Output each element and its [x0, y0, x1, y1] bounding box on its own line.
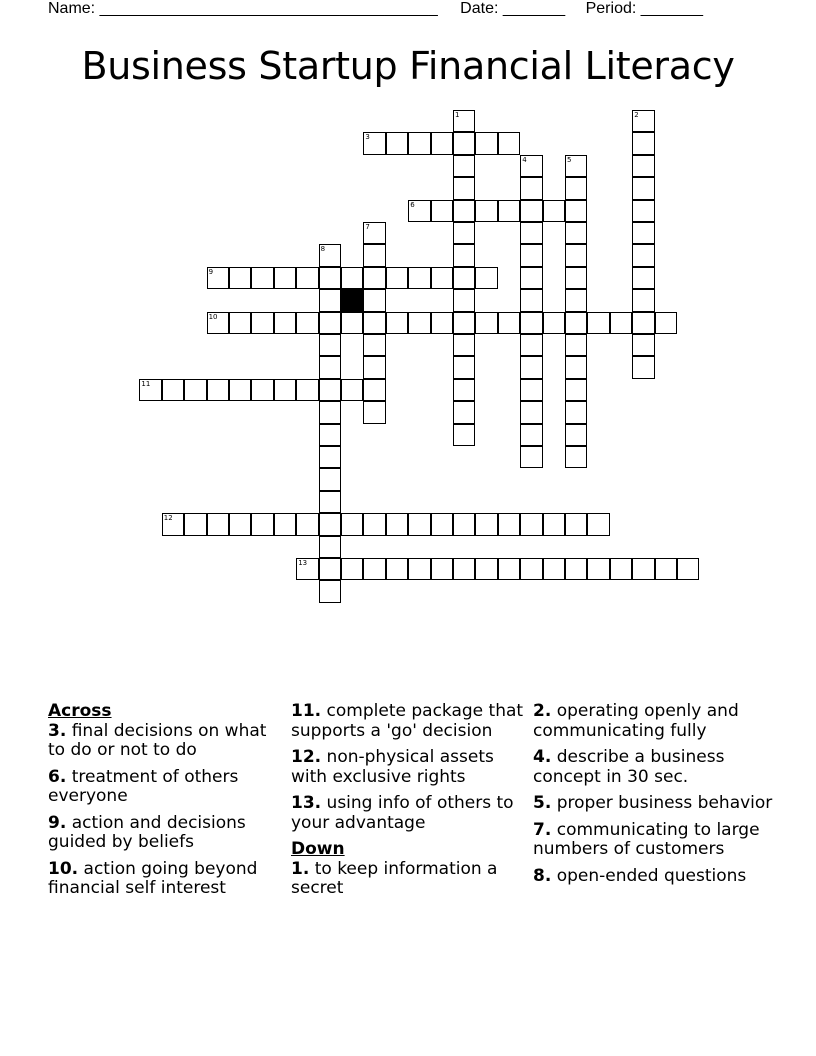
grid-cell[interactable]	[229, 267, 251, 289]
grid-cell[interactable]	[431, 200, 453, 222]
grid-cell[interactable]	[363, 334, 385, 356]
grid-cell[interactable]	[319, 289, 341, 311]
grid-cell[interactable]	[520, 334, 542, 356]
grid-cell[interactable]	[453, 424, 475, 446]
grid-cell[interactable]	[543, 200, 565, 222]
grid-cell[interactable]	[520, 558, 542, 580]
grid-cell[interactable]	[408, 267, 430, 289]
grid-cell[interactable]	[386, 267, 408, 289]
grid-cell[interactable]	[520, 177, 542, 199]
grid-cell[interactable]	[520, 289, 542, 311]
grid-cell[interactable]	[632, 222, 654, 244]
grid-cell[interactable]	[498, 132, 520, 154]
clue-column-3	[533, 702, 773, 893]
clue-across-12: 12. non-physical assets with exclusive rights	[291, 747, 494, 787]
page-title: Business Startup Financial Literacy	[81, 44, 735, 88]
grid-cell[interactable]	[319, 580, 341, 602]
grid-cell[interactable]	[319, 491, 341, 513]
grid-cell[interactable]	[139, 379, 161, 401]
grid-cell[interactable]	[363, 267, 385, 289]
grid-cell[interactable]	[677, 558, 699, 580]
grid-cell[interactable]	[587, 558, 609, 580]
grid-cell[interactable]	[498, 200, 520, 222]
grid-cell[interactable]	[408, 200, 430, 222]
clue-down-8: 8. open-ended questions	[533, 865, 747, 886]
grid-cell[interactable]	[565, 513, 587, 535]
grid-cell[interactable]	[565, 558, 587, 580]
grid-cell[interactable]	[543, 558, 565, 580]
grid-cell[interactable]	[408, 513, 430, 535]
grid-cell[interactable]	[655, 312, 677, 334]
grid-cell[interactable]	[475, 558, 497, 580]
grid-cell[interactable]	[632, 110, 654, 132]
grid-cell[interactable]	[386, 312, 408, 334]
grid-cell[interactable]	[341, 267, 363, 289]
clue-across-6: 6. treatment of others everyone	[48, 766, 239, 806]
grid-cell[interactable]	[319, 312, 341, 334]
grid-cell[interactable]	[610, 312, 632, 334]
clue-across-9: 9. action and decisions guided by beliefs	[48, 812, 246, 852]
grid-cell[interactable]	[363, 513, 385, 535]
grid-cell[interactable]	[543, 312, 565, 334]
grid-cell[interactable]	[319, 334, 341, 356]
grid-cell[interactable]	[565, 177, 587, 199]
grid-cell[interactable]	[453, 200, 475, 222]
grid-cell[interactable]	[520, 222, 542, 244]
grid-cell[interactable]	[520, 379, 542, 401]
grid-cell[interactable]	[319, 379, 341, 401]
grid-cell[interactable]	[296, 379, 318, 401]
grid-cell[interactable]	[565, 289, 587, 311]
grid-cell[interactable]	[229, 379, 251, 401]
clue-number: 1	[455, 111, 460, 119]
grid-cell[interactable]	[475, 312, 497, 334]
grid-cell[interactable]	[251, 379, 273, 401]
grid-cell[interactable]	[162, 513, 184, 535]
grid-cell[interactable]	[453, 132, 475, 154]
clue-number: 12	[163, 514, 173, 523]
grid-cell[interactable]	[565, 200, 587, 222]
period-field[interactable]: Period: _______	[585, 0, 704, 17]
grid-cell[interactable]	[162, 379, 184, 401]
grid-cell[interactable]	[655, 558, 677, 580]
grid-cell[interactable]	[520, 446, 542, 468]
grid-cell[interactable]	[632, 356, 654, 378]
clue-column-1	[48, 702, 288, 906]
grid-cell[interactable]	[408, 558, 430, 580]
grid-cell[interactable]	[207, 267, 229, 289]
grid-cell[interactable]	[453, 267, 475, 289]
grid-cell[interactable]	[453, 110, 475, 132]
grid-cell[interactable]	[543, 513, 565, 535]
grid-cell[interactable]	[520, 244, 542, 266]
grid-cell[interactable]	[498, 558, 520, 580]
grid-cell[interactable]	[319, 536, 341, 558]
grid-cell[interactable]	[319, 267, 341, 289]
grid-cell[interactable]	[207, 312, 229, 334]
grid-cell[interactable]	[632, 132, 654, 154]
grid-cell[interactable]	[341, 379, 363, 401]
grid-cell[interactable]	[431, 312, 453, 334]
grid-cell[interactable]	[386, 558, 408, 580]
grid-cell[interactable]	[251, 312, 273, 334]
clue-across-3: 3. final decisions on what to do or not to do	[48, 720, 267, 760]
grid-cell[interactable]	[251, 513, 273, 535]
grid-cell[interactable]	[565, 244, 587, 266]
grid-cell[interactable]	[386, 132, 408, 154]
clue-number: 6	[410, 200, 415, 209]
grid-cell[interactable]	[520, 356, 542, 378]
grid-cell[interactable]	[453, 558, 475, 580]
grid-cell[interactable]	[453, 312, 475, 334]
grid-cell[interactable]	[453, 379, 475, 401]
clue-down-4: 4. describe a business concept in 30 sec.	[533, 747, 725, 787]
grid-cell[interactable]	[632, 155, 654, 177]
grid-cell[interactable]	[565, 155, 587, 177]
grid-cell[interactable]	[341, 513, 363, 535]
grid-cell[interactable]	[475, 267, 497, 289]
grid-cell[interactable]	[319, 513, 341, 535]
grid-cell[interactable]	[184, 379, 206, 401]
grid-cell[interactable]	[408, 132, 430, 154]
clue-number: 11	[141, 379, 151, 388]
grid-cell[interactable]	[296, 312, 318, 334]
grid-cell[interactable]	[431, 267, 453, 289]
grid-cell[interactable]	[520, 513, 542, 535]
grid-cell[interactable]	[453, 401, 475, 423]
grid-cell[interactable]	[587, 312, 609, 334]
grid-cell[interactable]	[207, 513, 229, 535]
grid-cell[interactable]	[363, 401, 385, 423]
clue-across-10: 10. action going beyond financial self interest	[48, 858, 258, 898]
clue-number: 5	[567, 155, 572, 164]
grid-cell[interactable]	[229, 312, 251, 334]
grid-cell[interactable]	[363, 289, 385, 311]
grid-cell[interactable]	[453, 177, 475, 199]
clue-number: 10	[208, 312, 218, 321]
grid-cell[interactable]	[431, 513, 453, 535]
grid-cell[interactable]	[363, 222, 385, 244]
grid-cell[interactable]	[632, 334, 654, 356]
grid-cell[interactable]	[632, 267, 654, 289]
clue-down-1: 1. to keep information a secret	[291, 858, 498, 898]
clue-number: 9	[208, 267, 214, 276]
grid-cell[interactable]	[565, 356, 587, 378]
grid-cell[interactable]	[565, 401, 587, 423]
grid-cell[interactable]	[184, 513, 206, 535]
grid-cell[interactable]	[363, 132, 385, 154]
clue-down-7: 7. communicating to large numbers of customers	[533, 819, 760, 859]
down-heading: Down	[291, 839, 345, 859]
grid-cell[interactable]	[319, 468, 341, 490]
grid-cell[interactable]	[363, 356, 385, 378]
clue-column-2	[291, 702, 531, 906]
grid-cell[interactable]	[565, 424, 587, 446]
grid-cell[interactable]	[296, 558, 318, 580]
grid-cell[interactable]	[632, 312, 654, 334]
grid-cell[interactable]	[453, 334, 475, 356]
grid-cell[interactable]	[632, 289, 654, 311]
grid-cell[interactable]	[431, 132, 453, 154]
clue-number: 7	[365, 223, 370, 231]
grid-cell[interactable]	[319, 446, 341, 468]
grid-cell[interactable]	[274, 312, 296, 334]
grid-cell[interactable]	[475, 200, 497, 222]
clue-number: 13	[298, 559, 308, 567]
grid-cell[interactable]	[453, 513, 475, 535]
grid-cell[interactable]	[632, 177, 654, 199]
black-square	[341, 289, 363, 311]
clue-down-5: 5. proper business behavior	[533, 793, 773, 813]
grid-cell[interactable]	[520, 155, 542, 177]
grid-cell[interactable]	[453, 289, 475, 311]
name-field[interactable]: Name: ______________________________________	[48, 0, 438, 17]
clue-number: 4	[522, 155, 527, 164]
grid-cell[interactable]	[341, 312, 363, 334]
grid-cell[interactable]	[453, 356, 475, 378]
grid-cell[interactable]	[475, 132, 497, 154]
grid-cell[interactable]	[453, 155, 475, 177]
grid-cell[interactable]	[363, 379, 385, 401]
grid-cell[interactable]	[520, 424, 542, 446]
grid-cell[interactable]	[408, 312, 430, 334]
grid-cell[interactable]	[453, 222, 475, 244]
grid-cell[interactable]	[453, 244, 475, 266]
grid-cell[interactable]	[431, 558, 453, 580]
grid-cell[interactable]	[274, 379, 296, 401]
grid-cell[interactable]	[229, 513, 251, 535]
grid-cell[interactable]	[341, 558, 363, 580]
grid-cell[interactable]	[520, 401, 542, 423]
grid-cell[interactable]	[498, 312, 520, 334]
clue-across-13: 13. using info of others to your advantage	[291, 793, 514, 833]
grid-cell[interactable]	[319, 424, 341, 446]
grid-cell[interactable]	[520, 267, 542, 289]
clue-across-11: 11. complete package that supports a 'go' decision	[291, 701, 524, 741]
grid-cell[interactable]	[319, 401, 341, 423]
grid-cell[interactable]	[565, 312, 587, 334]
grid-cell[interactable]	[296, 513, 318, 535]
clue-number: 8	[320, 245, 326, 254]
clue-number: 2	[634, 111, 639, 119]
grid-cell[interactable]	[363, 244, 385, 266]
grid-cell[interactable]	[520, 312, 542, 334]
grid-cell[interactable]	[386, 513, 408, 535]
clue-down-2: 2. operating openly and communicating fully	[533, 701, 739, 741]
grid-cell[interactable]	[296, 267, 318, 289]
grid-cell[interactable]	[632, 558, 654, 580]
grid-cell[interactable]	[363, 312, 385, 334]
grid-cell[interactable]	[587, 513, 609, 535]
grid-cell[interactable]	[207, 379, 229, 401]
grid-cell[interactable]	[520, 200, 542, 222]
grid-cell[interactable]	[565, 222, 587, 244]
grid-cell[interactable]	[565, 446, 587, 468]
grid-cell[interactable]	[475, 513, 497, 535]
clue-number: 3	[365, 133, 370, 142]
grid-cell[interactable]	[610, 558, 632, 580]
grid-cell[interactable]	[565, 379, 587, 401]
grid-cell[interactable]	[319, 244, 341, 266]
across-heading: Across	[48, 701, 112, 721]
date-field[interactable]: Date: _______	[460, 0, 566, 17]
grid-cell[interactable]	[319, 356, 341, 378]
grid-cell[interactable]	[274, 267, 296, 289]
grid-cell[interactable]	[565, 334, 587, 356]
grid-cell[interactable]	[565, 267, 587, 289]
grid-cell[interactable]	[251, 267, 273, 289]
grid-cell[interactable]	[319, 558, 341, 580]
grid-cell[interactable]	[498, 513, 520, 535]
grid-cell[interactable]	[363, 558, 385, 580]
grid-cell[interactable]	[274, 513, 296, 535]
grid-cell[interactable]	[632, 200, 654, 222]
grid-cell[interactable]	[632, 244, 654, 266]
